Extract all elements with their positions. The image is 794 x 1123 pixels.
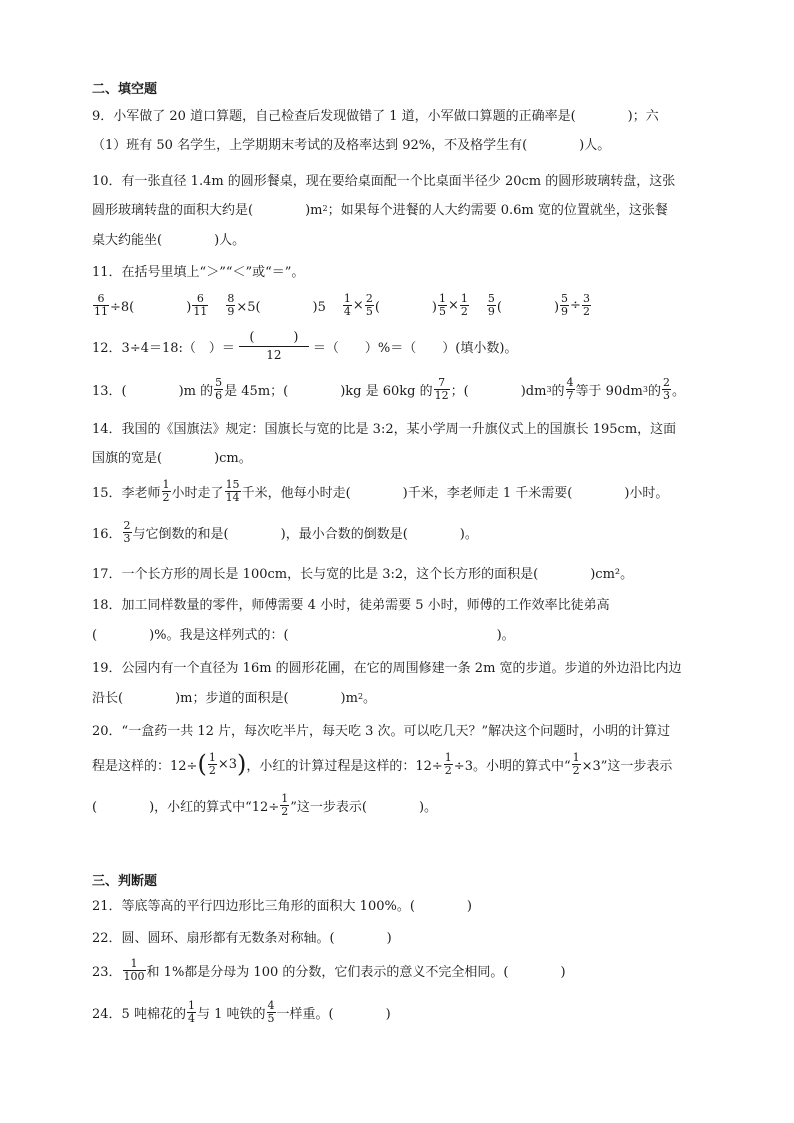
q20-text-c: ，小红的计算过程是这样的：12÷ bbox=[246, 758, 443, 774]
section-title-fill-in: 二、填空题 bbox=[92, 82, 158, 97]
worksheet-page bbox=[92, 0, 712, 1123]
fraction: $\frac{1}{2}$ bbox=[444, 750, 452, 777]
fraction: $\frac{1}{2}$ bbox=[208, 750, 216, 777]
question-10-line-1: 10．有一张直径 1.4m 的圆形餐桌，现在要给桌面配一个比桌面半径少 20cm 的圆形玻璃转盘，这张 bbox=[92, 174, 676, 189]
q12-text-b: ＝（ ）%＝（ ）(填小数)。 bbox=[312, 340, 518, 356]
q15-text-c: 千米，他每小时走( )千米，李老师走 1 千米需要( )小时。 bbox=[241, 485, 669, 501]
q10-text-a: 圆形玻璃转盘的面积大约是( )m bbox=[92, 203, 323, 218]
question-23 bbox=[92, 953, 712, 987]
q10-sup: 2 bbox=[322, 204, 328, 213]
fraction: $\frac{1}{5}$ bbox=[438, 291, 446, 318]
question-11-title: 11．在括号里填上“＞”“＜”或“＝”。 bbox=[92, 265, 305, 280]
q13-sup-2: 3 bbox=[642, 384, 648, 394]
q15-text-b: 小时走了 bbox=[171, 485, 224, 501]
q16-text-a: 16． bbox=[92, 526, 122, 542]
question-14-line-1: 14．我国的《国旗法》规定：国旗长与宽的比是 3:2，某小学周一升旗仪式上的国旗长 195cm，这面 bbox=[92, 422, 677, 437]
question-20-line-3 bbox=[92, 788, 712, 822]
fraction: $\frac{2}{3}$ bbox=[662, 375, 670, 402]
q19-text-b: 。 bbox=[363, 691, 377, 706]
question-17: 17．一个长方形的周长是 100cm，长与宽的比是 3:2，这个长方形的面积是( )cm²。 bbox=[92, 567, 634, 582]
q13-text-c: ；( )dm bbox=[450, 383, 547, 399]
q11-item2-op: ×5( )5 bbox=[236, 299, 326, 315]
q13-text-b: 是 45m；( )kg 是 60kg 的 bbox=[224, 383, 433, 399]
question-18-line-1: 18．加工同样数量的零件，师傅需要 4 小时，徒弟需要 5 小时，师傅的工作效率比徒弟高 bbox=[92, 598, 610, 613]
open-paren: ( bbox=[197, 750, 207, 778]
fraction: $\frac{8}{9}$ bbox=[227, 291, 235, 318]
q10-text-b: ；如果每个进餐的人大约需要 0.6m 宽的位置就坐，这张餐 bbox=[327, 203, 668, 218]
fraction: $\frac{15}{14}$ bbox=[225, 477, 240, 504]
fraction: $\frac{5}{9}$ bbox=[487, 291, 495, 318]
q13-sup-1: 3 bbox=[546, 384, 552, 394]
q13-text-f: 的 bbox=[647, 383, 661, 399]
fraction: $\frac{6}{11}$ bbox=[193, 291, 208, 318]
fraction: $\frac{2}{3}$ bbox=[123, 518, 131, 545]
question-22: 22．圆、圆环、扇形都有无数条对称轴。( ) bbox=[92, 931, 392, 946]
fraction: $\frac{1}{2}$ bbox=[162, 477, 170, 504]
q11-item5-op: ( ) bbox=[496, 299, 560, 315]
question-9-line-2: （1）班有 50 名学生，上学期期末考试的及格率达到 92%，不及格学生有( )人。 bbox=[92, 138, 611, 153]
q24-text-c: 一样重。( ) bbox=[276, 1006, 391, 1022]
close-paren: ) bbox=[236, 750, 247, 778]
question-15 bbox=[92, 474, 712, 508]
q11-item4-op2: × bbox=[447, 297, 459, 313]
q13-text-d: 的 bbox=[551, 383, 565, 399]
question-19-line-1: 19．公园内有一个直径为 16m 的圆形花圃，在它的周围修建一条 2m 宽的步道。步道的外边沿比内边 bbox=[92, 661, 682, 676]
fraction: $\frac{1}{4}$ bbox=[343, 291, 351, 318]
question-10-line-2 bbox=[92, 199, 712, 218]
q19-sup: 2 bbox=[357, 692, 364, 701]
fraction: $\frac{5}{6}$ bbox=[215, 375, 223, 402]
section-title-true-false: 三、判断题 bbox=[92, 874, 158, 889]
q11-item3-op: × bbox=[352, 297, 364, 313]
question-18-line-2: ( )%。我是这样列式的：( )。 bbox=[92, 628, 515, 643]
q23-text-b: 和 1%都是分母为 100 的分数，它们表示的意义不完全相同。( ) bbox=[146, 964, 566, 980]
q16-text-b: 与它倒数的和是( )，最小合数的倒数是( )。 bbox=[132, 526, 478, 542]
question-11-items bbox=[92, 286, 712, 324]
fraction: $\frac{1}{4}$ bbox=[187, 998, 195, 1025]
question-24 bbox=[92, 995, 712, 1029]
q23-text-a: 23． bbox=[92, 964, 122, 980]
q20-text-g: ”这一步表示( )。 bbox=[290, 799, 438, 815]
question-21: 21．等底等高的平行四边形比三角形的面积大 100%。( ) bbox=[92, 899, 472, 914]
q19-text-a: 沿长( )m；步道的面积是( )m bbox=[92, 691, 358, 706]
question-10-line-3: 桌大约能坐( )人。 bbox=[92, 233, 246, 248]
fraction: $\frac{1}{100}$ bbox=[123, 956, 145, 983]
q13-text-e: 等于 90dm bbox=[575, 383, 643, 399]
q11-item1-op: ÷8( ) bbox=[110, 299, 192, 315]
q24-text-b: 与 1 吨铁的 bbox=[196, 1006, 266, 1022]
fraction-blank: $\frac{( )}{12}$ bbox=[239, 330, 309, 363]
fraction: $\frac{1}{2}$ bbox=[460, 291, 468, 318]
question-13 bbox=[92, 372, 712, 406]
q11-item5-op2: ÷ bbox=[570, 297, 581, 313]
question-9-line-1: 9．小军做了 20 道口算题，自己检查后发现做错了 1 道，小军做口算题的正确率是( )；六 bbox=[92, 109, 659, 124]
fraction: $\frac{7}{12}$ bbox=[434, 375, 449, 402]
question-14-line-2: 国旗的宽是( )cm。 bbox=[92, 451, 252, 466]
fraction: $\frac{4}{5}$ bbox=[267, 998, 275, 1025]
fraction: $\frac{2}{5}$ bbox=[365, 291, 373, 318]
fraction: $\frac{1}{2}$ bbox=[281, 791, 289, 818]
fraction: $\frac{1}{2}$ bbox=[572, 750, 580, 777]
q15-text-a: 15．李老师 bbox=[92, 485, 161, 501]
question-19-line-2 bbox=[92, 687, 712, 706]
q20-text-a: 程是这样的：12÷ bbox=[92, 758, 198, 774]
q24-text-a: 24．5 吨棉花的 bbox=[92, 1006, 186, 1022]
question-20-line-1: 20．“一盒药一共 12 片，每次吃半片，每天吃 3 次。可以吃几天？”解决这个问题时，小明的计算过 bbox=[92, 724, 671, 739]
q20-text-b: ×3 bbox=[217, 756, 237, 772]
question-16 bbox=[92, 515, 712, 549]
q20-text-d: ÷3。小明的算式中“ bbox=[453, 758, 571, 774]
fraction: $\frac{5}{9}$ bbox=[561, 291, 569, 318]
q13-text-g: 。 bbox=[671, 383, 685, 399]
q13-text-a: 13．( )m 的 bbox=[92, 383, 214, 399]
fraction: $\frac{4}{7}$ bbox=[566, 375, 574, 402]
q11-item4-op: ( ) bbox=[374, 299, 437, 315]
q20-text-f: ( )，小红的算式中“12÷ bbox=[92, 799, 280, 815]
q20-text-e: ×3”这一步表示 bbox=[581, 758, 673, 774]
question-20-line-2 bbox=[92, 746, 712, 782]
q12-text-a: 12．3÷4＝18:（ ）＝ bbox=[92, 340, 235, 356]
fraction: $\frac{6}{11}$ bbox=[94, 291, 108, 318]
fraction: $\frac{3}{2}$ bbox=[582, 291, 590, 318]
question-12 bbox=[92, 328, 712, 364]
